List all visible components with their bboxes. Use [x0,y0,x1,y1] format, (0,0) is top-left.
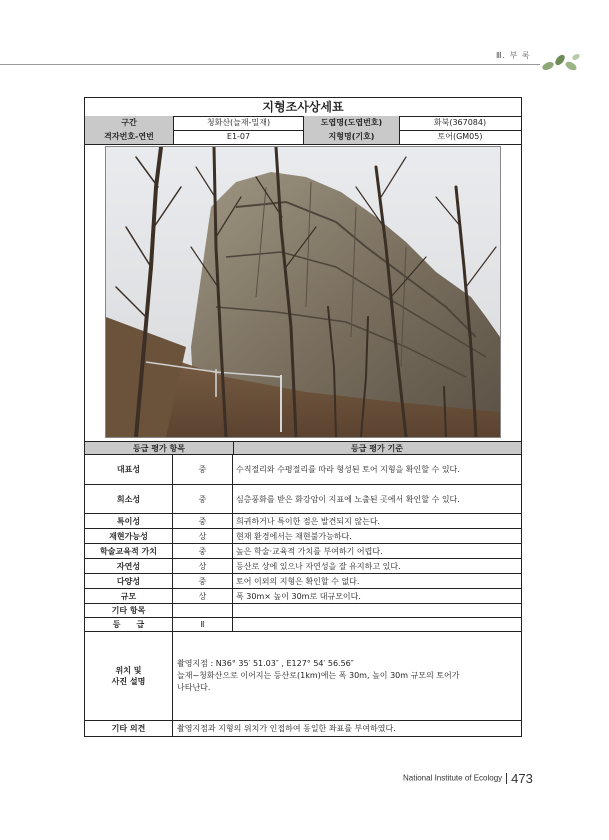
site-photo [105,146,501,438]
eval-grade: 중 [173,485,233,513]
eval-criteria: 등산로 상에 있으나 자연성을 잘 유지하고 있다. [236,561,401,571]
eval-criteria [233,604,521,617]
label-grid-id: 격자번호-연번 [85,130,173,144]
eval-row [85,604,521,618]
eval-row [85,529,521,544]
eval-row [85,559,521,574]
eval-criteria [233,618,521,631]
eval-items-header: 등급 평가 항목 [85,442,234,455]
description-line: 늘재~청화산으로 이어지는 등산로(1km)에는 폭 30m, 높이 30m 규모의 토어가 [177,671,460,680]
footer-org: National Institute of Ecology [403,773,503,783]
eval-criteria: 희귀하거나 특이한 점은 발견되지 않는다. [236,516,381,526]
label-area: 구간 [85,116,173,130]
location-label [85,632,173,720]
label-map: 도엽명(도엽번호) [303,116,399,130]
eval-item: 등 급 [85,618,173,631]
header-rule [0,64,540,65]
eval-criteria: 수직절리와 수평절리를 따라 형성된 토어 지형을 확인할 수 있다. [236,465,460,474]
leaf-ornament-icon [538,50,582,76]
eval-item: 재현가능성 [85,529,173,543]
page-footer [403,771,533,786]
eval-criteria: 토어 이외의 지형은 확인할 수 없다. [236,576,360,586]
eval-grade: 상 [173,529,233,543]
eval-grade: 중 [173,544,233,558]
eval-row [85,544,521,559]
eval-grade [173,604,233,617]
eval-item: 학술교육적 가치 [85,544,173,558]
eval-grade: 상 [173,589,233,603]
eval-row [85,589,521,604]
value-area: 청화산(늘재-밀재) [173,116,303,130]
eval-grade: 중 [173,574,233,588]
location-row [85,631,521,721]
info-row-area [85,116,521,131]
eval-item: 규모 [85,589,173,603]
eval-item: 특이성 [85,514,173,528]
coordinates-text: 촬영지점 : N36° 35′ 51.03″ , E127° 54′ 56.56″ [177,659,354,668]
eval-item: 다양성 [85,574,173,588]
location-label-line1: 위치 및 [115,666,142,675]
other-opinion-label: 기타 의견 [85,721,173,736]
survey-form [84,97,522,737]
eval-criteria-header: 등급 평가 기준 [351,444,403,453]
eval-item: 기타 항목 [85,604,173,617]
eval-row [85,514,521,529]
eval-criteria: 심층풍화를 받은 화강암이 지표에 노출된 곳에서 확인할 수 있다. [236,494,460,504]
other-opinion-row [85,721,521,736]
eval-row [85,455,521,485]
value-grid-id: E1-07 [173,130,303,144]
eval-criteria: 폭 30m× 높이 30m로 대규모이다. [236,591,361,601]
eval-header [85,441,521,455]
eval-row-grade [85,618,521,631]
eval-grade: 중 [173,455,233,484]
eval-grade: Ⅱ [173,618,233,631]
eval-item: 자연성 [85,559,173,573]
value-landform: 토어(GM05) [399,130,520,144]
page-number: 473 [511,771,533,786]
section-label: Ⅲ. 부 록 [496,51,531,60]
form-title: 지형조사상세표 [85,98,521,117]
location-label-line2: 사진 설명 [111,677,146,686]
location-text [177,658,513,694]
value-map: 화북(367084) [399,116,520,130]
info-row-id [85,130,521,145]
eval-item: 희소성 [85,485,173,513]
eval-row [85,574,521,589]
eval-criteria: 높은 학술·교육적 가치를 부여하기 어렵다. [236,546,383,556]
description-line: 나타난다. [177,683,211,692]
label-landform: 지형명(기호) [303,130,399,144]
other-opinion-text: 촬영지점과 지형의 위치가 인접하여 동일한 좌표를 부여하였다. [177,724,396,733]
eval-grade: 상 [173,559,233,573]
eval-criteria: 현재 환경에서는 재현불가능하다. [236,531,352,541]
eval-grade: 중 [173,514,233,528]
eval-item: 대표성 [85,455,173,484]
eval-row [85,485,521,514]
footer-divider [506,773,507,784]
